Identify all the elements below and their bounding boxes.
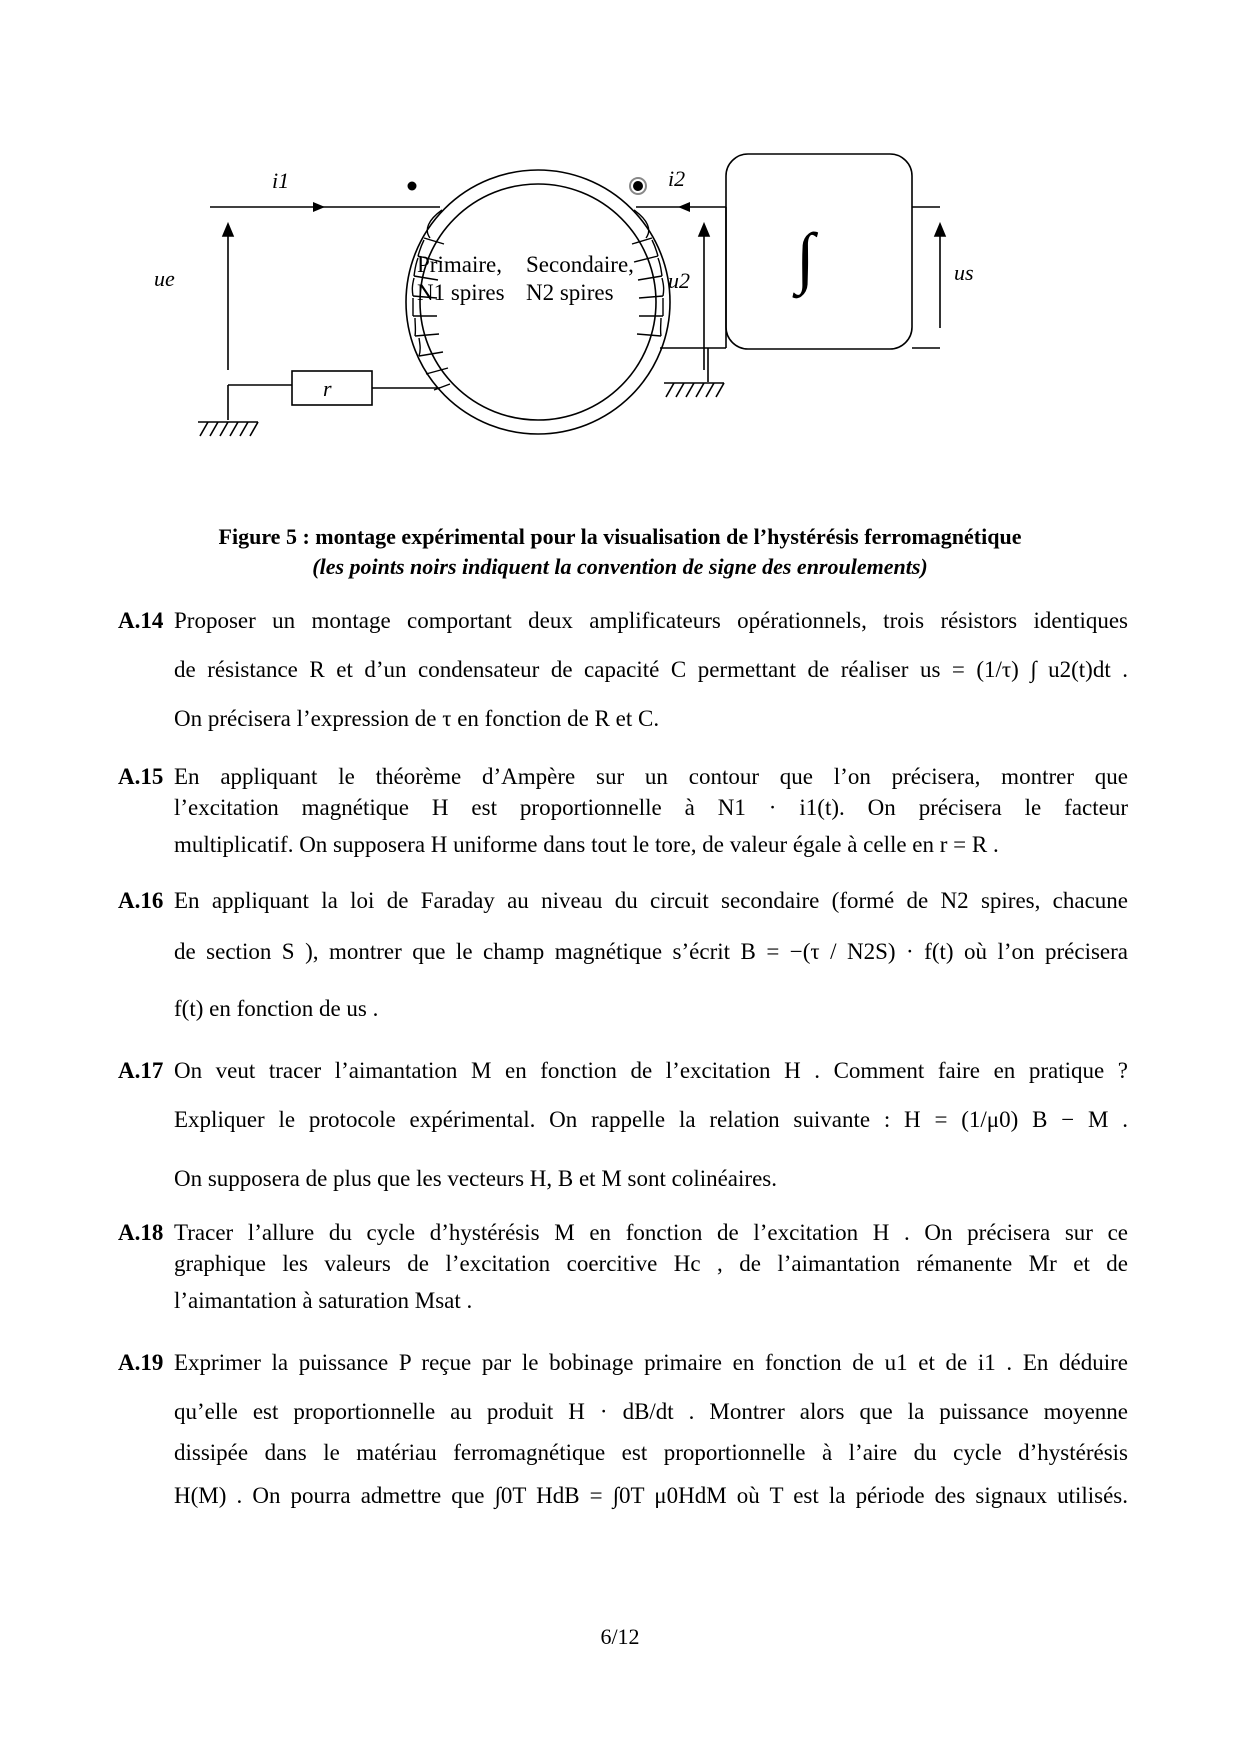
question-number: A.15 [118, 764, 164, 789]
question-line: dissipée dans le matériau ferromagnétique est proportionnelle à l’aire du cycle d’hystérésis [174, 1440, 1128, 1465]
question-number: A.19 [118, 1350, 164, 1375]
secondaire-label-2: N2 spires [526, 280, 614, 305]
us-label: us [954, 260, 974, 285]
question-line: Proposer un montage comportant deux amplificateurs opérationnels, trois résistors identiques [174, 608, 1128, 633]
question-line: On veut tracer l’aimantation M en fonction de l’excitation H . Comment faire en pratique ? [174, 1058, 1128, 1083]
question-a19 [118, 1348, 1128, 1510]
question-line: Expliquer le protocole expérimental. On rappelle la relation suivante : H = (1/μ0) B − M . [174, 1107, 1128, 1132]
u2-label: u2 [668, 268, 690, 293]
circuit-diagram [154, 160, 1140, 480]
question-line: graphique les valeurs de l’excitation coercitive Hc , de l’aimantation rémanente Mr et de [174, 1251, 1128, 1276]
question-line: de section S ), montrer que le champ magnétique s’écrit B = −(τ / N2S) · f(t) où l’on précisera [174, 939, 1128, 964]
question-line: l’aimantation à saturation Msat . [174, 1288, 473, 1313]
question-number: A.18 [118, 1220, 164, 1245]
integrator-symbol: ∫ [796, 219, 815, 295]
question-line: f(t) en fonction de us . [174, 996, 379, 1021]
question-a17 [118, 1056, 1128, 1193]
page-number: 6/12 [600, 1624, 640, 1649]
question-line: de résistance R et d’un condensateur de capacité C permettant de réaliser us = (1/τ) ∫ u2(t)dt . [174, 657, 1128, 682]
ue-label: ue [154, 266, 175, 291]
question-line: On supposera de plus que les vecteurs H, B et M sont colinéaires. [174, 1166, 777, 1191]
question-line: En appliquant le théorème d’Ampère sur un contour que l’on précisera, montrer que [174, 764, 1128, 789]
question-line: On précisera l’expression de τ en fonction de R et C. [174, 706, 660, 731]
secondary-dot [633, 181, 643, 191]
question-number: A.14 [118, 608, 164, 633]
question-line: qu’elle est proportionnelle au produit H · dB/dt . Montrer alors que la puissance moyenne [174, 1399, 1128, 1424]
r-label: r [323, 376, 332, 401]
question-line: multiplicatif. On supposera H uniforme dans tout le tore, de valeur égale à celle en r = R . [174, 832, 999, 857]
question-line: Exprimer la puissance P reçue par le bobinage primaire en fonction de u1 et de i1 . En déduire [174, 1350, 1128, 1375]
primary-circuit [198, 207, 440, 436]
question-a16 [118, 886, 1128, 1023]
figure-caption-title: Figure 5 : montage expérimental pour la visualisation de l’hystérésis ferromagnétique [218, 524, 1022, 549]
question-line: l’excitation magnétique H est proportionnelle à N1 · i1(t). On précisera le facteur [174, 795, 1128, 820]
question-line: En appliquant la loi de Faraday au niveau du circuit secondaire (formé de N2 spires, chacune [174, 888, 1128, 913]
primaire-label-1: Primaire, [417, 252, 502, 277]
question-number: A.17 [118, 1058, 164, 1083]
figure-caption-subtitle: (les points noirs indiquent la convention de signe des enroulements) [312, 554, 928, 579]
question-a15 [118, 762, 1128, 859]
question-a18 [118, 1218, 1128, 1315]
i1-label: i1 [272, 168, 290, 193]
question-line: H(M) . On pourra admettre que ∫0T HdB = ∫0T μ0HdM où T est la période des signaux utilisés. [174, 1483, 1128, 1508]
i2-label: i2 [668, 166, 686, 191]
question-number: A.16 [118, 888, 164, 913]
question-line: Tracer l’allure du cycle d’hystérésis M en fonction de l’excitation H . On précisera sur ce [174, 1220, 1128, 1245]
question-a14 [118, 606, 1128, 733]
primaire-label-2: N1 spires [417, 280, 505, 305]
primary-dot [408, 182, 417, 191]
secondaire-label-1: Secondaire, [526, 252, 634, 277]
